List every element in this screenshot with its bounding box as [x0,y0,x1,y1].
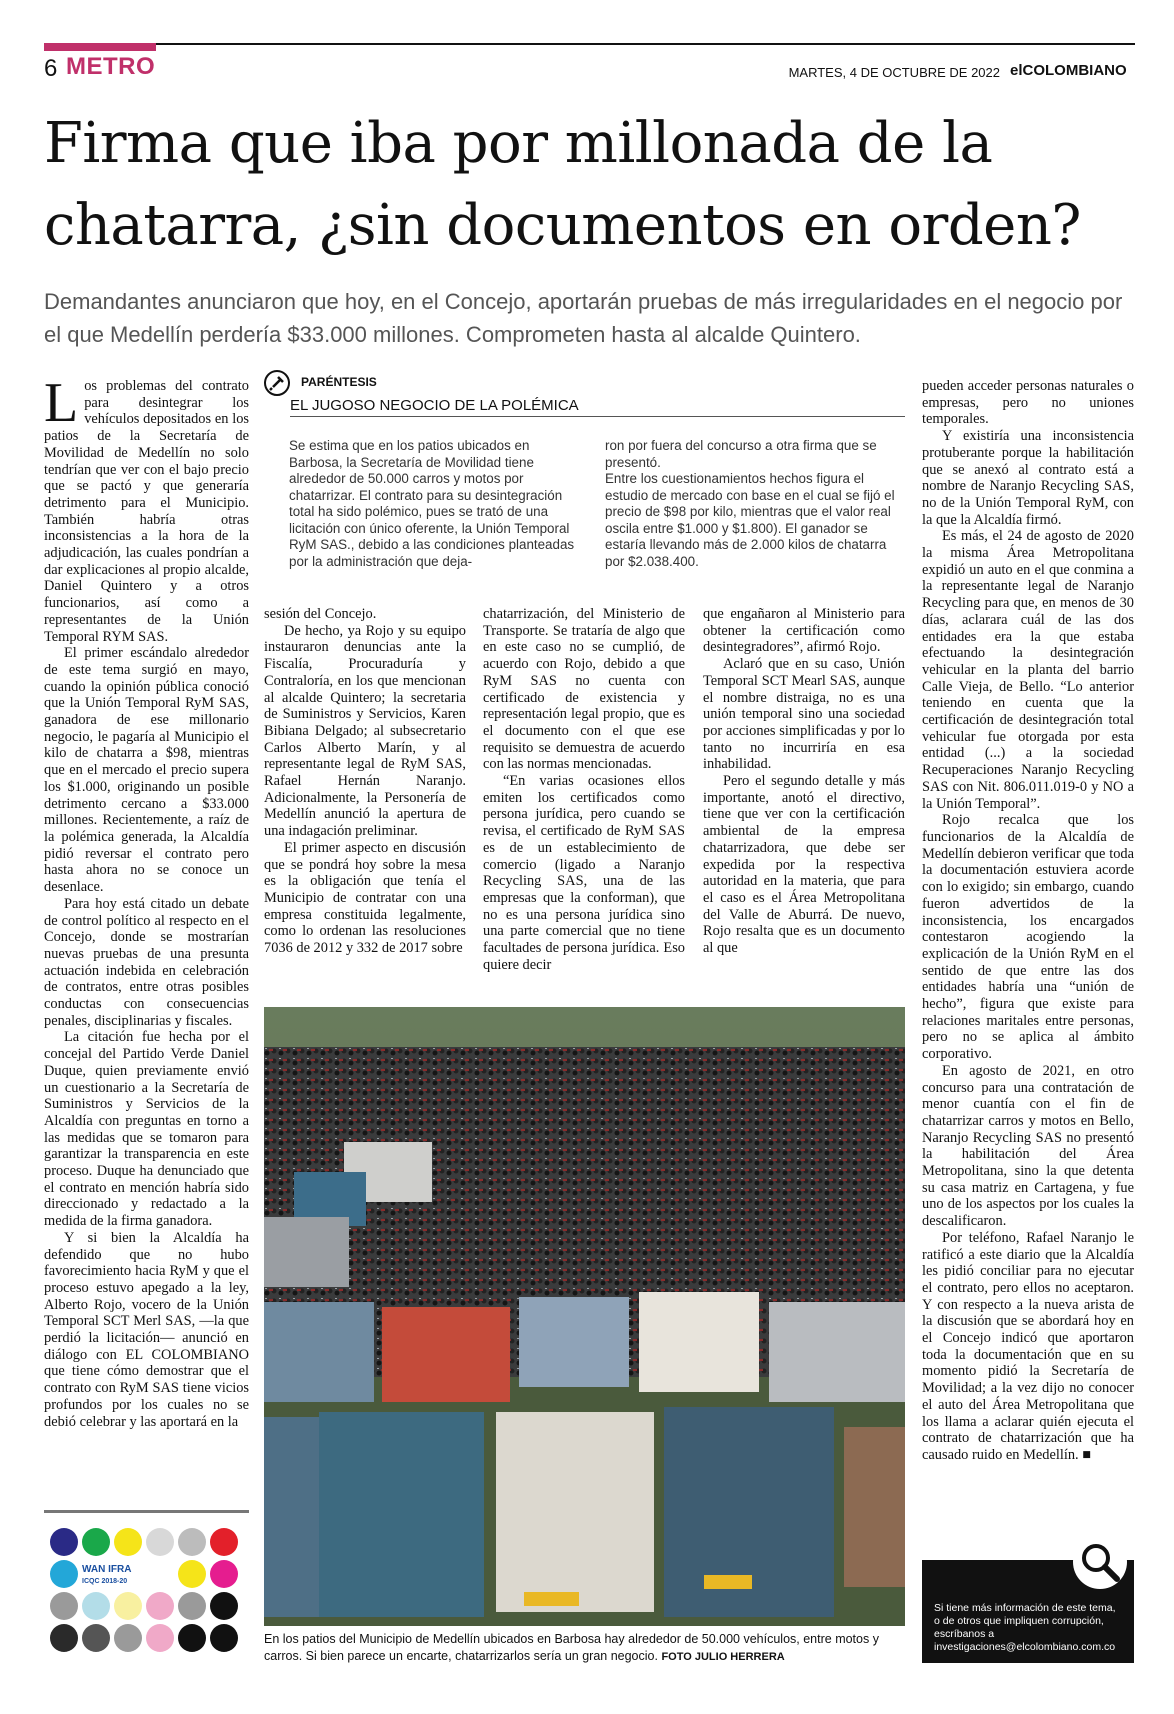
page-number: 6 [44,55,58,82]
paragraph: El primer aspecto en discusión que se pondrá hoy sobre la mesa es la obligación que tenía el Municipio de contratar con una empresa constituida legalmente, como lo ordenan las resoluciones 7036 de 2012 y 332 de 2017 sobre [264,839,466,957]
swatch [146,1528,174,1556]
color-control-bar [50,1528,240,1658]
tip-box-text: Si tiene más información de este tema, o de otros que impliquen corrupción, escríbanos a investigaciones@elcolombiano.com.co [934,1602,1116,1653]
deck: Demandantes anunciaron que hoy, en el Concejo, aportarán pruebas de más irregularidades en el negocio por el que Medellín perdería $33.000 millones. Comprometen hasta al alcalde Quintero. [44,289,1123,347]
section-name: METRO [66,53,156,80]
swatch [178,1624,206,1652]
paragraph: De hecho, ya Rojo y su equipo instauraron denuncias ante la Fiscalía, Procuraduría y Contraloría, en los que mencionan al alcalde Quintero; la secretaria de Suministros y Servicios, Karen Bibiana Delgado; al subsecretario Carlos Alberto Marín, y al representante legal de RyM SAS, Rafael Hernán Naranjo. Adicionalmente, la Personería de Medellín anunció la apertura de una indagación preliminar. [264,622,466,840]
header-rule [44,43,1135,45]
brand-logo: elCOLOMBIANO [1010,62,1127,79]
paragraph: sesión del Concejo. [264,606,377,622]
paragraph: Rojo recalca que los funcionarios de la Alcaldía de Medellín debieron verificar que toda la documentación estuviera acorde con lo exigido; sin embargo, cuando fueron advertidos de la inconsistencia, los encargados contestaron acogiendo la explicación de la Unión RyM en el sentido de que entre las dos entidades habría una “unión de hecho”, figura que existe para relaciones maritales entre personas, pero no se aplica al ámbito corporativo. [922,812,1134,1063]
swatch [50,1528,78,1556]
article-column-5 [922,378,1134,1464]
swatch [210,1528,238,1556]
paragraph: pueden acceder personas naturales o empresas, pero no uniones temporales. [922,378,1134,428]
paragraph: En agosto de 2021, en otro concurso para una contratación de menor cuantía con el fin de chatarrizar carros y motos en Bello, Naranjo Recycling SAS no presentó la habilitación del Área Metropolitana, sino la que detenta su casa matriz en Cartagena, y fue uno de los aspectos por los cuales la descalificaron. [922,1062,1134,1230]
paragraph: Es más, el 24 de agosto de 2020 la misma Área Metropolitana expidió un auto en el que conmina a la representante legal de Naranjo Recycling para que, en menos de 30 días, aclarara cuál de las dos entidades era la que estaba efectuando la desintegración vehicular en la planta del barrio Calle Vieja, de Bello. “Lo anterior teniendo en cuenta que la certificación de desintegración total vehicular fue otorgada por esta entidad (...) a la sociedad Recuperaciones Naranjo Recycling SAS con Nit. 806.011.019-0 y NO a la Unión Temporal”. [922,528,1134,812]
paragraph: Pero el segundo detalle y más importante, anotó el directivo, tiene que ver con la certificación ambiental de la empresa chatarrizadora, que debe ser expedida por la respectiva autoridad en la materia, que para el caso es el Área Metropolitana del Valle de Aburrá. De nuevo, Rojo resalta que es un documento al que [703,773,905,957]
article-column-1 [44,372,249,1430]
swatch [178,1592,206,1620]
article-column-4 [703,606,905,957]
swatch [146,1592,174,1620]
color-bar-label: WAN IFRA [82,1564,132,1575]
swatch [82,1624,110,1652]
swatch [82,1528,110,1556]
swatch [210,1560,238,1588]
swatch [210,1624,238,1652]
paragraph: La citación fue hecha por el concejal del Partido Verde Daniel Duque, quien previamente envió un cuestionario a la Secretaría de Suministros y Servicios de la Alcaldía con preguntas en torno a las medidas que se tomaron para garantizar la transparencia en este proceso. Duque ha denunciado que el contrato en mención habría sido direccionado y redactado a la medida de la firma ganadora. [44,1029,249,1230]
photo-credit: FOTO JULIO HERRERA [661,1651,785,1663]
column-separator [44,1510,249,1513]
lead-paragraph: Los problemas del contrato para desintegrar los vehículos depositados en los patios de la Secretaría de Movilidad de Medellín no solo tendrían que ver con el bajo precio que se pactó y que generaría detrimento para el Municipio. También habría otras inconsistencias a la hora de la adjudicación, las cuales pondrían a dar explicaciones al propio alcalde, Daniel Quintero y a otros funcionarios, así como a representantes de la Unión Temporal RYM SAS. [44,372,249,645]
swatch [114,1592,142,1620]
swatch [50,1560,78,1588]
pin-icon [264,370,290,396]
paragraph: Para hoy está citado un debate de control político al respecto en el Concejo, donde se mostrarían nuevas pruebas de una presunta actuación indebida en celebración de contratos, entre otras posibles conductas con consecuencias penales, disciplinarias y fiscales. [44,895,249,1029]
color-bar-label: ICQC 2018-20 [82,1578,128,1585]
swatch [82,1592,110,1620]
magnifier-icon [1073,1535,1127,1589]
paragraph: “En varias ocasiones ellos emiten los certificados como persona jurídica, pero cuando se revisa, el certificado de RyM SAS es de un establecimiento de comercio (ligado a Naranjo Recycling SAS, una de las empresas que la conforman), que no es una persona jurídica sino una parte comercial que no tiene facultades de persona jurídica. Eso quiere decir [483,773,685,973]
paragraph: El primer escándalo alrededor de este tema surgió en mayo, cuando la opinión pública conoció que la Unión Temporal RyM SAS, ganadora de ese millonario negocio, le pagaría al Municipio el kilo de chatarra a $98, mientras que en el mercado el precio supera los $1.000, originando un posible detrimento cercano a $33.000 millones. Recientemente, a raíz de la polémica generada, la Alcaldía pidió reversar el contrato pero hasta ahora no se conoce un desenlace. [44,645,249,896]
swatch [50,1624,78,1652]
headline: Firma que iba por millonada de la chatarra, ¿sin documentos en orden? [44,111,1081,258]
swatch [178,1528,206,1556]
paragraph: Y existiría una inconsistencia protuberante porque la habilitación que se anexó al contrato está a nombre de Naranjo Recycling SAS, no de la Unión Temporal RyM, con la que la Alcaldía firmó. [922,428,1134,528]
swatch [50,1592,78,1620]
sidebar-title: EL JUGOSO NEGOCIO DE LA POLÉMICA [290,397,905,417]
swatch [178,1560,206,1588]
dropcap: L [44,372,79,434]
paragraph: Aclaró que en su caso, Unión Temporal SCT Mearl SAS, aunque el nombre distraiga, no es una unión temporal sino una sociedad por acciones simplificadas y por lo tanto no incurriría en esa inhabilidad. [703,656,905,773]
sidebar-text-1: Se estima que en los patios ubicados en Barbosa, la Secretaría de Movilidad tiene alrededor de 50.000 carros y motos por chatarrizar. El contrato para su desintegración total ha sido polémico, pues se trató de una licitación con único oferente, la Unión Temporal RyM SAS., debido a las condiciones planteadas por la administración que deja- [289,438,575,569]
paragraph: que engañaron al Ministerio para obtener la certificación como desintegradores”, afirmó Rojo. [703,606,905,656]
section-accent-bar [44,43,156,51]
swatch [114,1624,142,1652]
swatch [146,1624,174,1652]
junkyard-photo [264,1007,905,1626]
sidebar-text-2: ron por fuera del concurso a otra firma que se presentó. Entre los cuestionamientos hechos figura el estudio de mercado con base en el cual se fijó el precio de $98 por kilo, mientras que el valor real oscila entre $1.000 y $1.800). El ganador se estaría llevando más de 2.000 kilos de chatarra por $2.038.400. [605,438,895,569]
swatch [210,1592,238,1620]
dateline: MARTES, 4 DE OCTUBRE DE 2022 [788,65,1000,80]
article-column-3 [483,606,685,973]
paragraph: chatarrización, del Ministerio de Transporte. Se trataría de algo que en este caso no se cumplió, de acuerdo con Rojo, debido a que RyM SAS no cuenta con certificado de existencia y representación legal propio, que es el documento con el que ese requisito se demuestra de acuerdo con las normas mencionadas. [483,606,685,773]
article-column-2 [264,606,466,957]
sidebar-kicker: PARÉNTESIS [301,375,377,389]
photo-caption: En los patios del Municipio de Medellín ubicados en Barbosa hay alrededor de 50.000 vehículos, entre motos y carros. Si bien parece un encarte, chatarrizarlos sería un gran negocio. FOTO JULIO HERRERA [264,1632,879,1663]
paragraph: Y si bien la Alcaldía ha defendido que no hubo favorecimiento hacia RyM y que el proceso estuvo apegado a la ley, Alberto Rojo, vocero de la Unión Temporal SCT Merl SAS, —la que perdió la licitación— anunció en diálogo con EL COLOMBIANO que tiene cómo demostrar que el contrato con RyM SAS tiene vicios profundos por los cuales no se debió celebrar y las aportará en la [44,1229,249,1430]
paragraph: Por teléfono, Rafael Naranjo le ratificó a este diario que la Alcaldía les pidió conciliar para no ejecutar el contrato, pero ellos no aceptaron. Y con respecto a la nueva arista de la discusión que se abordará hoy en el Concejo indicó que aportaron toda la documentación que en su momento pidió la Secretaría de Movilidad; a la vez dijo no conocer el auto del Área Metropolitana que los llama a aclarar quién ejecuta el contrato de chatarrización que ha causado ruido en Medellín. ■ [922,1229,1134,1463]
swatch [114,1528,142,1556]
